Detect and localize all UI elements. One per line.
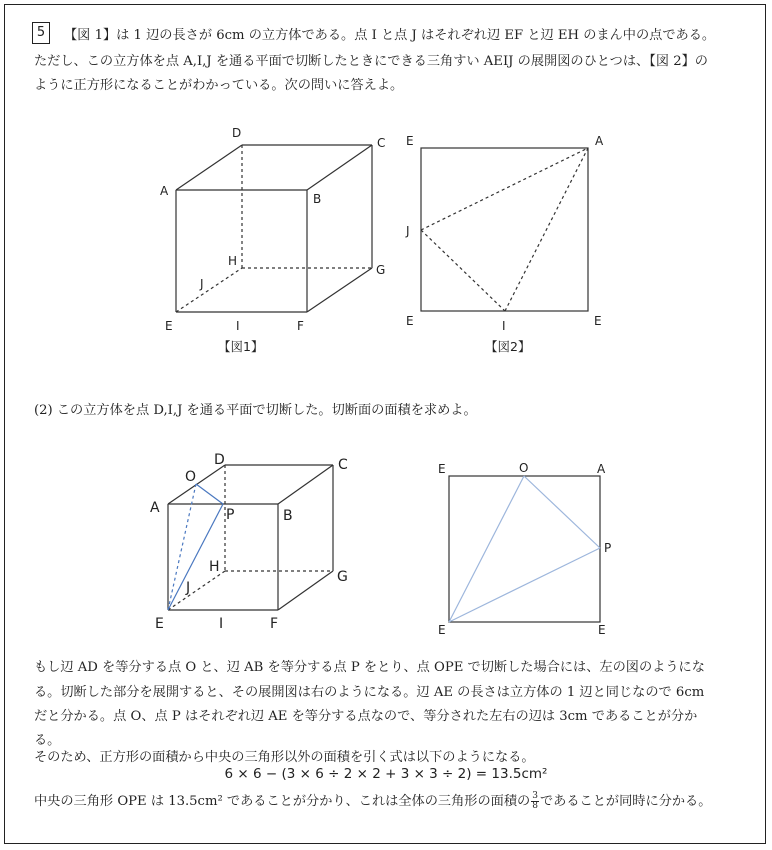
fig2-label-J: J <box>406 224 410 238</box>
fig1-edge-FG <box>307 268 372 312</box>
fraction-denominator: 8 <box>532 801 538 811</box>
fig4-label-O: O <box>519 461 529 475</box>
fig1-label-B: B <box>313 192 322 206</box>
fraction-numerator: 3 <box>532 791 538 801</box>
fig1-label-I: I <box>236 319 240 333</box>
fig4-line-OP <box>524 476 600 548</box>
fig2-label-E-bottom-right: E <box>594 314 602 328</box>
fig3-edge-FG <box>278 571 333 610</box>
fig2-caption: 【図2】 <box>485 339 531 354</box>
fig2-fold-IA <box>505 148 588 311</box>
fig4-line-OE <box>449 476 524 622</box>
solution-line-5: そのため、正方形の面積から中央の三角形以外の面積を引く式は以下のようになる。 <box>34 750 535 765</box>
solution-line-1: もし辺 AD を等分する点 O と、辺 AB を等分する点 P をとり、点 OPE で切断した場合には、左の図のようにな <box>34 660 705 675</box>
fig1-label-J: J <box>200 277 204 291</box>
fig4-square <box>449 476 600 622</box>
figure4-net <box>449 476 600 622</box>
solution-line-3: だと分かる。点 O、点 P はそれぞれ辺 AE を等分する点なので、等分された左右の辺は 3cm であることが分か <box>34 709 698 724</box>
fig1-label-H: H <box>228 254 238 268</box>
fig1-label-F: F <box>297 319 304 333</box>
fig2-label-I: I <box>502 319 506 333</box>
fig3-label-D: D <box>214 452 225 468</box>
solution-line-4: る。 <box>34 733 61 748</box>
intro-line-3: ように正方形になることがわかっている。次の問いに答えよ。 <box>34 78 404 93</box>
fig2-label-E-top-left: E <box>406 134 414 148</box>
fig3-hidden-EH <box>168 571 225 610</box>
solution-line-2: る。切断した部分を展開すると、その展開図は右のようになる。辺 AE の長さは立方体の 1 辺と同じなので 6cm <box>34 685 705 700</box>
figure3-cube <box>168 465 333 610</box>
fig3-edge-BC <box>278 465 333 504</box>
figure1-cube <box>176 145 372 312</box>
fraction-three-eighths <box>531 792 539 811</box>
fig1-label-C: C <box>377 136 386 150</box>
fig1-label-D: D <box>232 126 242 140</box>
solution-last-line <box>34 790 711 811</box>
fig3-cut-OP <box>196 484 223 504</box>
fig2-fold-JI <box>421 230 505 311</box>
fig3-label-P: P <box>226 507 235 523</box>
fig3-label-G: G <box>337 569 348 585</box>
fig3-cut-PE <box>168 504 223 610</box>
fig4-label-E-top-left: E <box>438 462 446 476</box>
solution-last-before: 中央の三角形 OPE は 13.5cm² であることが分かり、これは全体の三角形の面積の <box>34 794 531 809</box>
solution-last-after: であることが同時に分かる。 <box>539 794 712 809</box>
fig3-label-B: B <box>283 508 293 524</box>
fig3-label-J: J <box>186 580 191 596</box>
fig1-edge-AD <box>176 145 242 190</box>
fig1-label-G: G <box>376 263 386 277</box>
fig1-label-E: E <box>165 319 173 333</box>
problem-number-box: 5 <box>32 22 50 44</box>
fig2-square <box>421 148 588 311</box>
fig3-label-A: A <box>150 500 160 516</box>
fig4-label-P: P <box>604 541 612 555</box>
intro-line-2: ただし、この立方体を点 A,I,J を通る平面で切断したときにできる三角すい AEIJ の展開図のひとつは、【図 2】の <box>34 54 708 69</box>
fig4-label-E-bottom-left: E <box>438 623 446 637</box>
fig3-label-C: C <box>338 457 348 473</box>
fig2-fold-JA <box>421 148 588 230</box>
figure2-net <box>421 148 588 311</box>
question-2: (2) この立方体を点 D,I,J を通る平面で切断した。切断面の面積を求めよ。 <box>34 403 477 418</box>
area-formula: 6 × 6 − (3 × 6 ÷ 2 × 2 + 3 × 3 ÷ 2) = 13.5cm² <box>224 766 548 782</box>
fig3-label-E: E <box>155 616 164 632</box>
fig2-label-A: A <box>595 134 604 148</box>
fig1-hidden-EH <box>176 268 242 312</box>
fig3-cut-OE <box>168 484 196 610</box>
fig4-label-A: A <box>597 462 606 476</box>
intro-line-1: 【図 1】は 1 辺の長さが 6cm の立方体である。点 I と点 J はそれぞれ辺 EF と辺 EH のまん中の点である。 <box>64 28 716 43</box>
fig3-label-F: F <box>270 616 279 632</box>
fig1-label-A: A <box>160 184 169 198</box>
fig3-label-I: I <box>219 616 224 632</box>
fig2-label-E-bottom-left: E <box>406 314 414 328</box>
fig4-line-PE <box>449 548 600 622</box>
fig3-label-H: H <box>209 559 220 575</box>
fig3-label-O: O <box>185 469 197 485</box>
fig1-caption: 【図1】 <box>218 339 264 354</box>
fig4-label-E-bottom-right: E <box>598 623 606 637</box>
fig1-edge-BC <box>307 145 372 190</box>
